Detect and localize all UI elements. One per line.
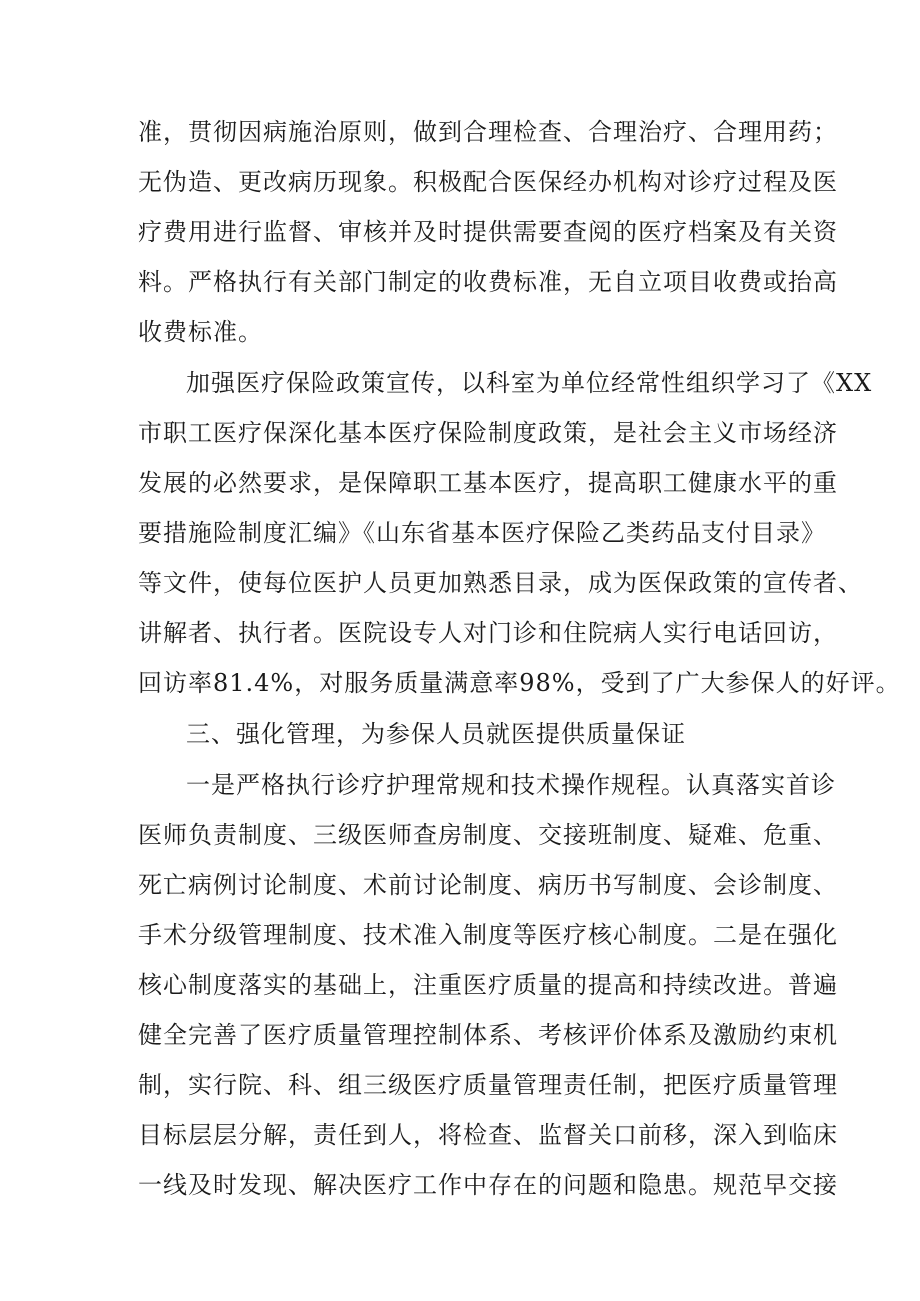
text-line: 健全完善了医疗质量管理控制体系、考核评价体系及激励约束机 [138, 1021, 838, 1049]
text-line: 手术分级管理制度、技术准入制度等医疗核心制度。二是在强化 [138, 921, 838, 949]
text-line: 一线及时发现、解决医疗工作中存在的问题和隐患。规范早交接 [138, 1171, 838, 1199]
text-line: 疗费用进行监督、审核并及时提供需要查阅的医疗档案及有关资 [138, 218, 838, 246]
text-line: 加强医疗保险政策宣传，以科室为单位经常性组织学习了《XX [186, 369, 873, 397]
text-line: 市职工医疗保深化基本医疗保险制度政策，是社会主义市场经济 [138, 419, 838, 447]
text-line: 无伪造、更改病历现象。积极配合医保经办机构对诊疗过程及医 [138, 168, 838, 196]
text-line: 死亡病例讨论制度、术前讨论制度、病历书写制度、会诊制度、 [138, 871, 838, 899]
section-heading: 三、强化管理，为参保人员就医提供质量保证 [186, 720, 686, 748]
text-line: 要措施险制度汇编》《山东省基本医疗保险乙类药品支付目录》 [138, 519, 826, 547]
text-line: 医师负责制度、三级医师查房制度、交接班制度、疑难、危重、 [138, 821, 838, 849]
text-line: 制，实行院、科、组三级医疗质量管理责任制，把医疗质量管理 [138, 1071, 838, 1099]
text-line: 等文件，使每位医护人员更加熟悉目录，成为医保政策的宣传者、 [138, 569, 863, 597]
text-line: 目标层层分解，责任到人，将检查、监督关口前移，深入到临床 [138, 1121, 838, 1149]
text-line: 一是严格执行诊疗护理常规和技术操作规程。认真落实首诊 [186, 771, 836, 799]
text-line: 准，贯彻因病施治原则，做到合理检查、合理治疗、合理用药； [138, 118, 838, 146]
text-line: 发展的必然要求，是保障职工基本医疗，提高职工健康水平的重 [138, 469, 838, 497]
text-line: 回访率81.4%，对服务质量满意率98%，受到了广大参保人的好评。 [138, 669, 901, 697]
text-line: 核心制度落实的基础上，注重医疗质量的提高和持续改进。普遍 [138, 971, 838, 999]
text-line: 料。严格执行有关部门制定的收费标准，无自立项目收费或抬高 [138, 268, 838, 296]
text-line: 收费标准。 [138, 318, 263, 346]
text-line: 讲解者、执行者。医院设专人对门诊和住院病人实行电话回访， [138, 619, 838, 647]
